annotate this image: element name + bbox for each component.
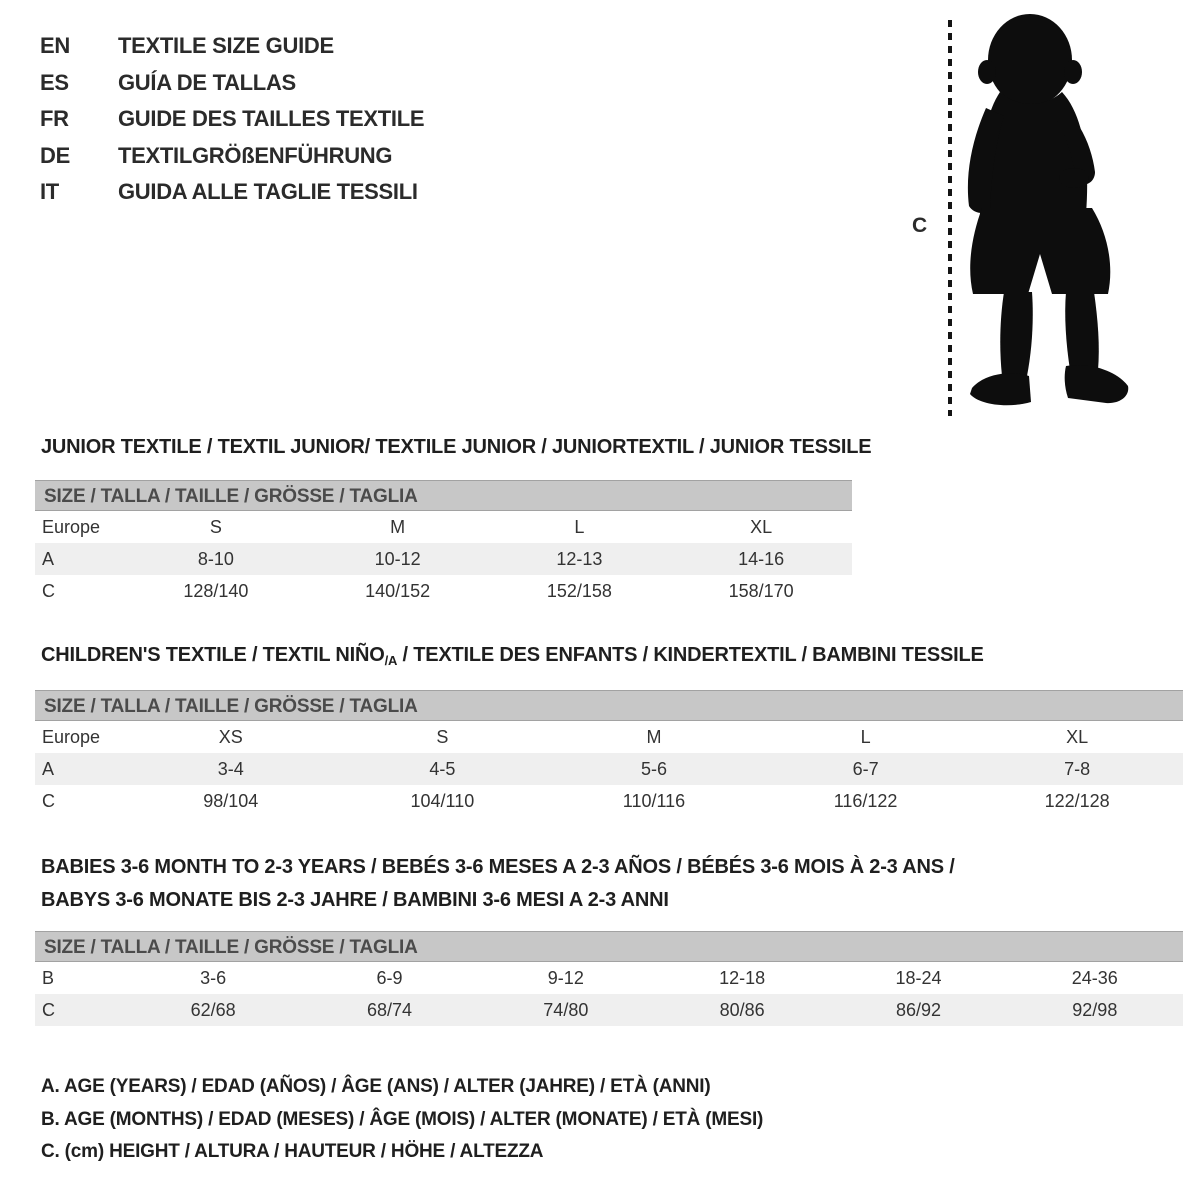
language-row [40,65,424,102]
language-code: ES [40,69,69,95]
size-cell: L [860,727,871,747]
row-label: A [42,549,55,569]
footnotes-block [41,1071,763,1169]
age-cell: 3-4 [217,759,244,779]
language-code: FR [40,106,69,131]
babies-size-table [35,931,1183,1026]
footnote-c: C. (cm) HEIGHT / ALTURA / HAUTEUR / HÖHE / ALTEZZA [41,1141,544,1162]
height-cell: 128/140 [183,581,249,601]
age-cell: 12-18 [719,968,766,988]
size-cell: M [390,517,406,537]
table-row [35,543,852,575]
age-cell: 5-6 [640,759,667,779]
language-code: IT [40,179,59,204]
height-cell: 122/128 [1044,791,1110,811]
height-cell: 68/74 [366,1000,413,1020]
page-title: TEXTILE SIZE GUIDE [118,33,334,58]
age-cell: 6-7 [852,759,879,779]
table-row [35,721,1183,753]
children-title-sub: /A [384,653,398,668]
age-cell: 4-5 [429,759,456,779]
footnote-b: B. AGE (MONTHS) / EDAD (MESES) / ÂGE (MOIS) / ALTER (MONATE) / ETÀ (MESI) [41,1108,764,1130]
height-cell: 152/158 [546,581,612,601]
size-cell: XL [1066,727,1089,747]
table-row [35,511,852,543]
size-cell: XS [218,727,243,747]
size-cell: L [574,517,585,537]
table-row [35,575,852,607]
babies-title-line2: BABYS 3-6 MONATE BIS 2-3 JAHRE / BAMBINI 3-6 MESI A 2-3 ANNI [41,889,669,911]
row-label: C [42,1000,55,1020]
age-cell: 18-24 [895,968,942,988]
height-cell: 62/68 [190,1000,236,1020]
age-cell: 8-10 [197,549,234,569]
age-cell: 14-16 [738,549,785,569]
age-cell: 12-13 [556,549,603,569]
height-cell: 158/170 [728,581,794,601]
size-cell: S [436,727,449,747]
age-cell: 10-12 [374,549,421,569]
row-label: C [42,791,55,811]
age-cell: 6-9 [376,968,403,988]
height-cell: 140/152 [365,581,431,601]
page-title: GUIDE DES TAILLES TEXTILE [118,106,425,131]
children-title-prefix: CHILDREN'S TEXTILE / TEXTIL NIÑO [41,644,385,666]
age-cell: 7-8 [1064,759,1091,779]
language-row [40,101,424,138]
age-cell: 24-36 [1071,968,1118,988]
size-cell: XL [750,517,773,537]
junior-size-header-bar: SIZE / TALLA / TAILLE / GRÖSSE / TAGLIA [35,480,852,511]
junior-section-title: JUNIOR TEXTILE / TEXTIL JUNIOR/ TEXTILE JUNIOR / JUNIORTEXTIL / JUNIOR TESSILE [41,436,872,458]
page-title: GUÍA DE TALLAS [118,69,296,95]
babies-title-line1: BABIES 3-6 MONTH TO 2-3 YEARS / BEBÉS 3-6 MESES A 2-3 AÑOS / BÉBÉS 3-6 MOIS À 2-3 ANS / [41,856,955,878]
babies-section-title [41,851,955,917]
babies-size-header-bar: SIZE / TALLA / TAILLE / GRÖSSE / TAGLIA [35,931,1183,962]
children-size-header-bar: SIZE / TALLA / TAILLE / GRÖSSE / TAGLIA [35,690,1183,721]
height-cell: 98/104 [203,791,259,811]
height-cell: 104/110 [410,791,475,811]
language-code: DE [40,142,70,168]
language-code: EN [40,33,70,58]
row-label: A [42,759,55,779]
age-cell: 9-12 [547,968,584,988]
language-row [40,174,424,211]
table-row [35,785,1183,817]
language-title-block [40,28,424,211]
height-cell: 86/92 [895,1000,941,1020]
junior-size-table [35,480,852,607]
table-row [35,994,1183,1026]
table-row [35,962,1183,994]
footnote-a: A. AGE (YEARS) / EDAD (AÑOS) / ÂGE (ANS) / ALTER (JAHRE) / ETÀ (ANNI) [41,1076,711,1097]
age-cell: 3-6 [200,968,227,988]
row-label: B [42,968,55,988]
children-size-table [35,690,1183,817]
children-section-title [41,643,984,673]
baby-silhouette-icon [962,12,1138,420]
height-cell: 92/98 [1072,1000,1118,1020]
language-row [40,28,424,65]
language-row [40,138,424,175]
row-label: Europe [42,517,101,537]
table-row [35,753,1183,785]
height-label: C [912,214,928,237]
size-cell: S [209,517,222,537]
size-cell: M [646,727,662,747]
row-label: Europe [42,727,101,747]
children-title-suffix: / TEXTILE DES ENFANTS / KINDERTEXTIL / BAMBINI TESSILE [397,644,984,666]
page-title: TEXTILGRÖßENFÜHRUNG [118,142,393,168]
height-cell: 110/116 [622,791,686,811]
height-cell: 74/80 [543,1000,589,1020]
height-cell: 80/86 [719,1000,765,1020]
height-dashed-line [948,20,952,416]
height-cell: 116/122 [833,791,898,811]
row-label: C [42,581,55,601]
page-title: GUIDA ALLE TAGLIE TESSILI [118,179,418,204]
